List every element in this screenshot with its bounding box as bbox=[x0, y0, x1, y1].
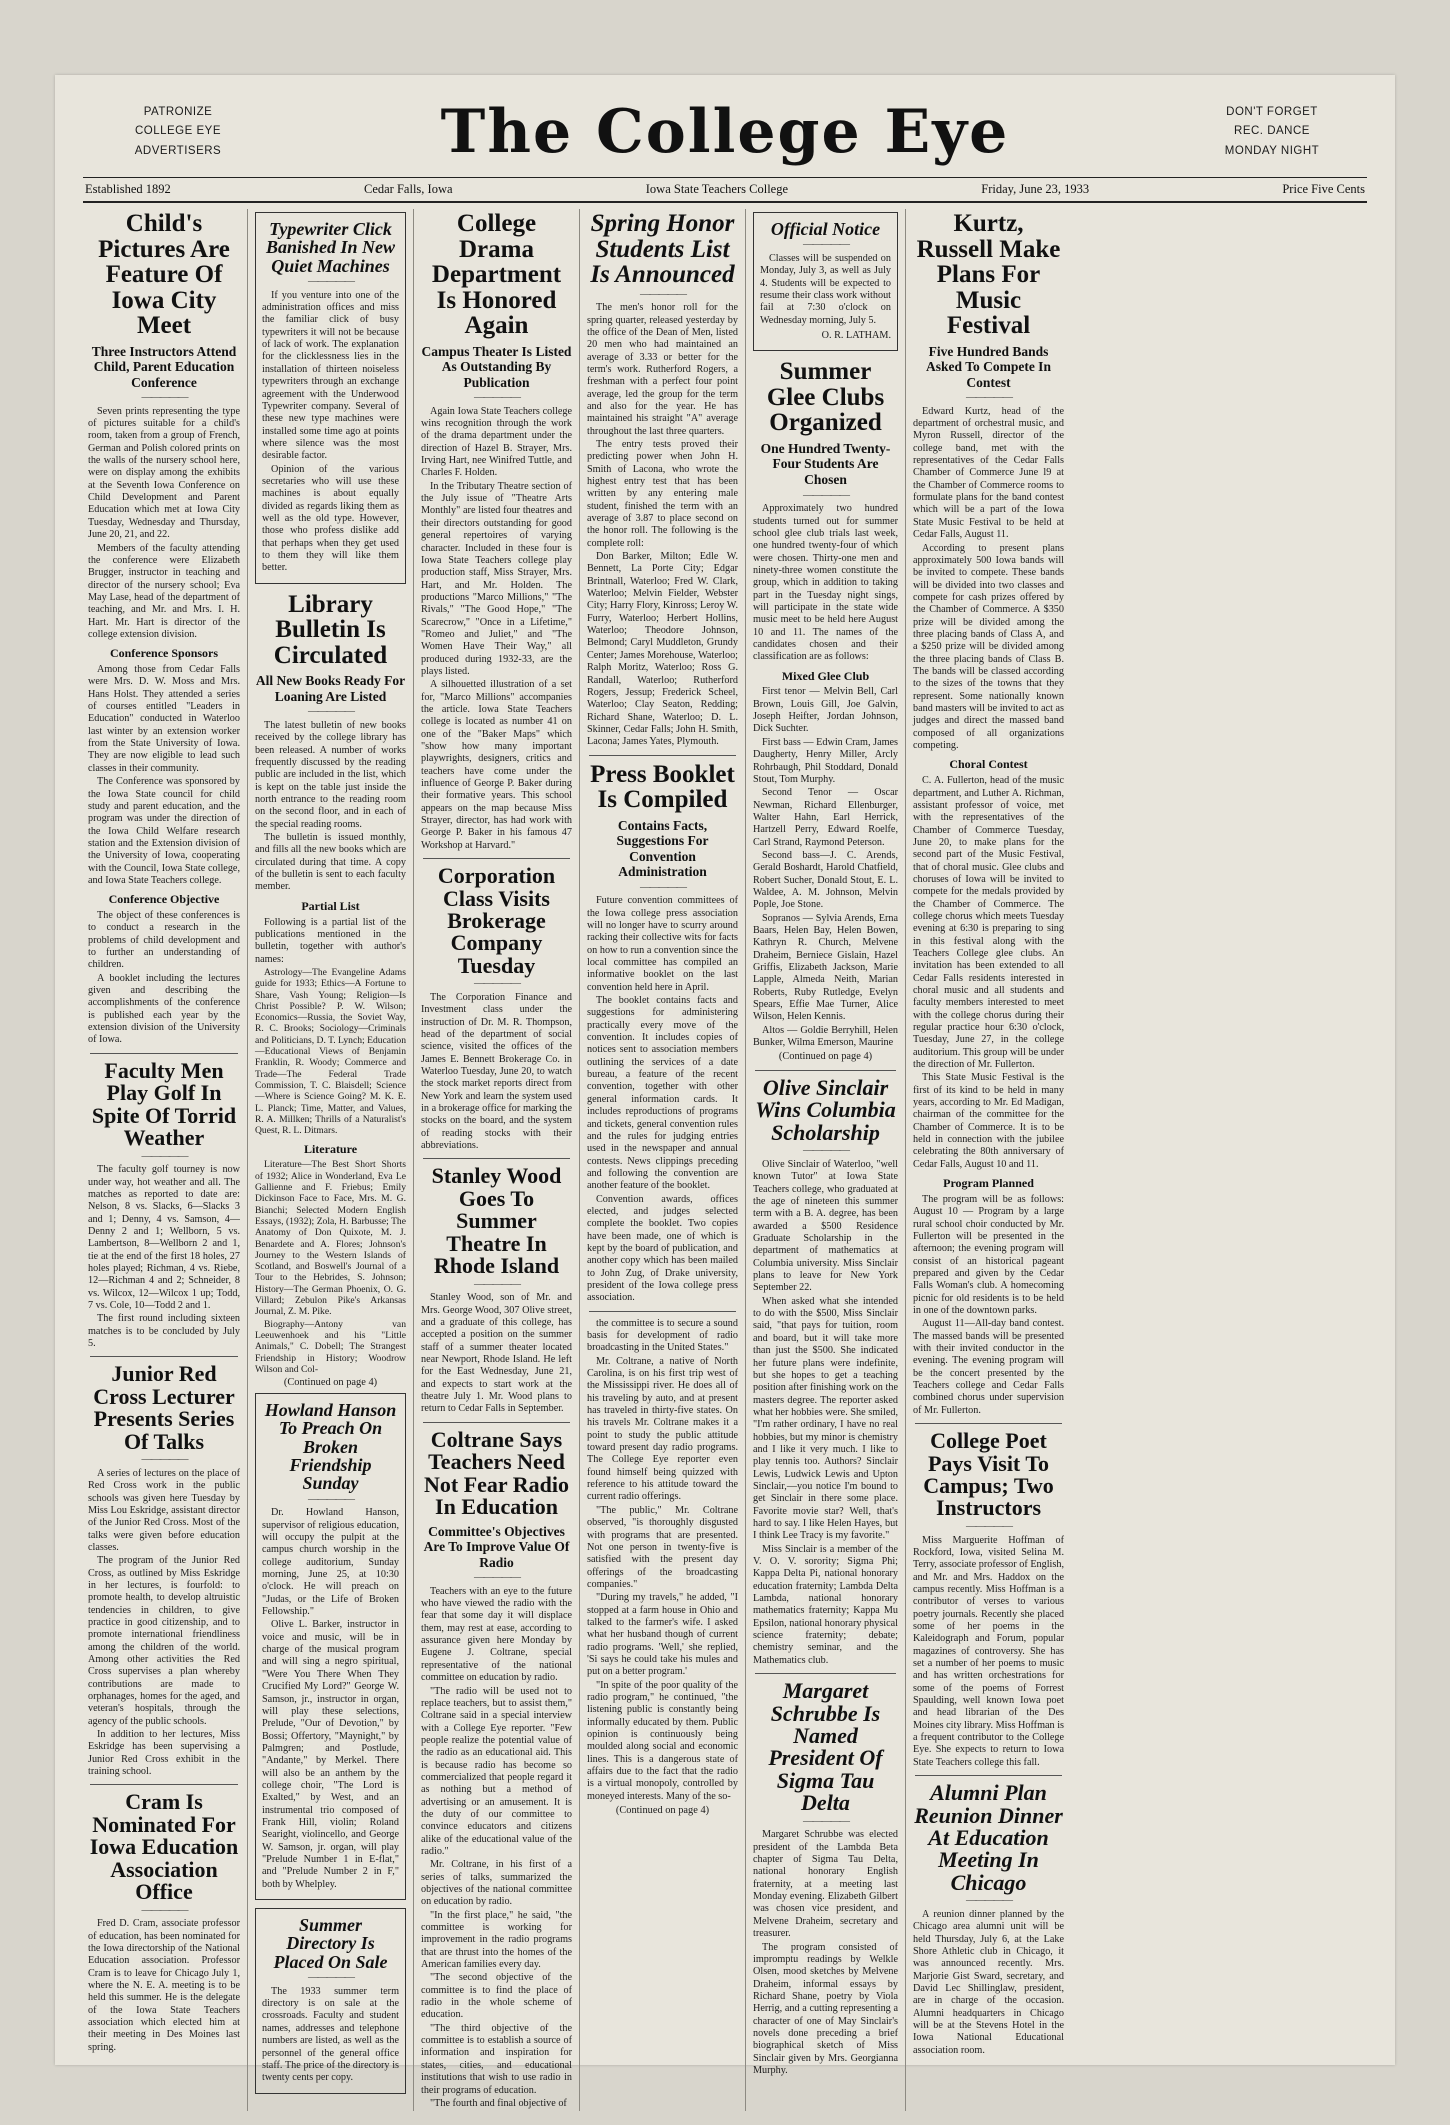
section-divider bbox=[90, 1356, 238, 1357]
divider-dash bbox=[421, 980, 572, 988]
divider-dash bbox=[262, 1974, 399, 1982]
paragraph: A reunion dinner planned by the Chicago area alumni unit will be held Thursday, July 6, at the Lake Shore Athletic club in Chicago, it was announced recently. Mrs. Marjorie Gist Sward, secretary, and David Lec Shillinglaw, president, are in charge of the occasion. Alumni headquarters in Chicago will be at the Stevens Hotel in the Iowa National Educational association room. bbox=[913, 1908, 1064, 2056]
newspaper-sheet bbox=[55, 75, 1395, 2109]
paragraph: The Conference was sponsored by the Iowa State council for child study and parent education, and the program was under the direction of the Iowa Child Welfare research station and the Extension division of the University of Iowa, cooperating with the Council, Iowa State college, and Iowa State Teachers college. bbox=[88, 776, 240, 886]
paragraph: Teachers with an eye to the future who have viewed the radio with the fear that some day it will displace them, may rest at ease, according to assurance given here Monday by Eugene J. Coltrane, special representative of the national committee on education by radio. bbox=[421, 1585, 572, 1684]
divider-dash bbox=[88, 394, 240, 402]
paragraph: Following is a partial list of the publications mentioned in the bulletin, together with author's names: bbox=[255, 916, 406, 965]
paragraph: "During my travels," he added, "I stopped at a farm house in Ohio and talked to the farmer's wife. I asked what her husband though of current radio programs. 'Well,' she replied, 'Si says he could take his mules and put on a better program.' bbox=[587, 1592, 738, 1678]
headline-music-festival: Kurtz, Russell Make Plans For Music Festival bbox=[916, 210, 1061, 339]
divider-dash bbox=[88, 1907, 240, 1915]
headline-summer-directory: Summer Directory Is Placed On Sale bbox=[273, 1915, 388, 1972]
paragraph: The latest bulletin of new books received by the college library has been released. A number of works frequently discussed by the reading public are included in the list, which is kept on the table just inside the north entrance to the reading room on the second floor, and in each of the special reading rooms. bbox=[255, 719, 406, 830]
column-5 bbox=[745, 209, 905, 2111]
section-divider bbox=[589, 1311, 736, 1312]
masthead-left-line-3: ADVERTISERS bbox=[134, 144, 222, 157]
paragraph: Members of the faculty attending the conference were Elizabeth Brugger, instructor in teaching and director of the nursery school; Eva May Lase, head of the department of teaching, and Mr. and Mrs. I. H. Hart. Mr. Hart is director of the college extension division. bbox=[88, 542, 240, 640]
paragraph-first-bass: First bass — Edwin Cram, James Daugherty, Henry Miller, Arcly Rohrbaugh, Phil Stoddard, Donald Stout, Tom Murphy. bbox=[753, 736, 898, 785]
section-divider bbox=[915, 1775, 1062, 1776]
paragraph: Seven prints representing the type of pictures suitable for a child's room, taken from a group of French, German and Polish colored prints on the walls of the nursery school here, were on display among the exhibits at the Seventh Iowa Conference on Child Development and Parent Education which met at Iowa City Tuesday, Wednesday and Thursday, June 20, 21, and 22. bbox=[88, 405, 240, 541]
paragraph: Again Iowa State Teachers college wins recognition through the work of the drama department under the direction of Hazel B. Strayer, Mrs. Irving Hart, nee Winifred Tuttle, and Charles F. Holden. bbox=[421, 405, 572, 479]
paragraph: A booklet including the lectures given and describing the accomplishments of the conference is published each year by the extension division of the University of Iowa. bbox=[88, 972, 240, 1046]
paragraph: The program of the Junior Red Cross, as outlined by Miss Eskridge in her lectures, is fourfold: to promote health, to develop altruistic tendencies in children, to give practice in good citizenship, and to promote international friendliness among the children of the world. Among other activities the Red Cross supervises a plan whereby contributions are made to orphanages, homes for the aged, and veteran's hospitals, through the agency of the public schools. bbox=[88, 1555, 240, 1727]
paragraph: Miss Sinclair is a member of the V. O. V. sorority; Sigma Phi; Kappa Delta Pi, national honorary education fraternity; Lambda Delta Lambda, national honorary mathematics fraternity; Kappa Mu Epsilon, national honorary physical science fraternity; debate; chemistry seminar, and the Mathematics club. bbox=[753, 1543, 898, 1666]
dateline-place: Cedar Falls, Iowa bbox=[364, 182, 453, 196]
paragraph: Opinion of the various secretaries who will use these machines is about equally divided as regards liking them as well as the old type. However, those who profess dislike add that perhaps when they get used to them they will like them better. bbox=[262, 463, 399, 574]
divider-dash bbox=[753, 492, 898, 500]
divider-dash bbox=[88, 1456, 240, 1464]
paragraph: A silhouetted illustration of a set for, "Marco Millions" accompanies the article. Iowa State Teachers college is located as number 41 on one of the "Baker Maps" which "show how many important playwrights, designers, critics and teachers have come under the influence of George P. Baker during their formative years. This school appears on the map because Miss Strayer, director, has had work with George P. Baker in his famous 47 Workshop at Harvard." bbox=[421, 679, 572, 851]
headline-junior-red-cross: Junior Red Cross Lecturer Presents Series Of Talks bbox=[93, 1361, 235, 1454]
paragraph: The booklet contains facts and suggestions for administering practically every move of the convention. It includes copies of notices sent to association members outlining the services of a date bureau, a feature of the recent convention, together with other general information cards. It includes reproductions of programs and tickets, general convention rules and the rules for judging entries used in the newspaper and annual contests. News clippings preceding and following the convention are another feature of the booklet. bbox=[587, 995, 738, 1192]
paragraph: Edward Kurtz, head of the department of orchestral music, and Myron Russell, director of the college band, met with the representatives of the Cedar Falls Chamber of Commerce June l9 at the Chamber of Commerce rooms to formulate plans for the band contest which will be a part of the Iowa State Music Festival to be held at Cedar Falls, August 11. bbox=[913, 405, 1064, 541]
divider-dash bbox=[421, 394, 572, 402]
headline-coltrane-radio: Coltrane Says Teachers Need Not Fear Radio In Education bbox=[423, 1426, 570, 1520]
masthead bbox=[55, 75, 1395, 173]
paragraph-literature: Literature—The Best Short Shorts of 1932; Alice in Wonderland, Eva Le Gallienne and F. Friebus; Emily Dickinson Face to Face, Mrs. M. G. Bianchi; Selected Modern English Essays, (1932); Zola, H. Barbusse; The Anatomy of Don Quixote, M. J. Benardete and A. Flores; Johnson's Journey to the Western Islands of Scotland, and Boswell's Journal of a Tour to the Hebrides, S. Johnson; History—The German Phoenix, O. G. Villard; Zebulon Pike's Arkansas Journal, Z. M. Pike. bbox=[255, 1159, 406, 1318]
divider-dash bbox=[913, 394, 1064, 402]
deck-coltrane-radio: Committee's Objectives Are To Improve Value Of Radio bbox=[423, 1523, 570, 1570]
paragraph: the committee is to secure a sound basis for development of radio broadcasting in the United States." bbox=[587, 1317, 738, 1354]
paragraph: Future convention committees of the Iowa college press association will no longer have to scurry around racking their collective wits for facts on how to run a convention since the local committee has compiled an informative booklet on the last convention held here in April. bbox=[587, 895, 738, 993]
column-4 bbox=[579, 209, 745, 2111]
paragraph: The Corporation Finance and Investment class under the instruction of Dr. M. R. Thompson, head of the department of social science, visited the offices of the James E. Bennett Brokerage Co. in Waterloo Tuesday, June 20, to watch the stock market reports direct from New York and learn the system used in a brokerage office for marking the stocks on the board, and the system of reading stocks with their abbreviations. bbox=[421, 991, 572, 1152]
paragraph: The 1933 summer term directory is on sale at the crossroads. Faculty and student names, addresses and telephone numbers are listed, as well as the personnel of the general office staff. The price of the directory is twenty cents per copy. bbox=[262, 1985, 399, 2084]
masthead-left bbox=[83, 103, 273, 162]
paragraph-altos: Altos — Goldie Berryhill, Helen Bunker, Wilma Emerson, Maurine bbox=[753, 1024, 898, 1049]
paragraph: "The public," Mr. Coltrane observed, "is thoroughly disgusted with programs that are presented. Not one person in twenty-five is satisfied with the present day offerings of the broadcasting companies." bbox=[587, 1504, 738, 1590]
headline-spring-honor-students: Spring Honor Students List Is Announced bbox=[590, 210, 735, 288]
subhead-conference-objective: Conference Objective bbox=[108, 892, 220, 907]
divider-dash bbox=[262, 278, 399, 286]
paragraph: Convention awards, offices elected, and judges selected complete the booklet. Two copies have been made, one of which is kept by the board of publication, and another copy which has been mailed to John Zug, of Drake university, president of the Iowa college press association. bbox=[587, 1193, 738, 1304]
article-columns bbox=[55, 203, 1395, 2121]
headline-library-bulletin: Library Bulletin Is Circulated bbox=[273, 590, 388, 669]
paragraph: "The fourth and final objective of bbox=[430, 2097, 567, 2109]
divider-dash bbox=[913, 1523, 1064, 1531]
continued-note[interactable]: (Continued on page 4) bbox=[778, 1051, 873, 1063]
headline-college-poet: College Poet Pays Visit To Campus; Two Instructors bbox=[923, 1428, 1054, 1521]
paragraph: If you venture into one of the administration offices and miss the familiar click of busy typewriters it will not be because of lack of work. The explanation for the clicklessness lies in the installation of thirteen noiseless typewriters through an exchange agreement with the Underwood Typewriter company. Several of these new type machines were installed some time ago at points where silence was the most desirable factor. bbox=[262, 289, 399, 462]
dateline-price: Price Five Cents bbox=[1282, 182, 1365, 196]
paragraph-first-tenor: First tenor — Melvin Bell, Carl Brown, Louis Gill, Joe Galvin, Joseph Heifter, Jordan Johnson, Dick Suchter. bbox=[753, 686, 898, 735]
paragraph: Miss Marguerite Hoffman of Rockford, Iowa, visited Selina M. Terry, associate professor of English, and Mr. and Mrs. Haddox on the campus recently. Miss Hoffman is a contributor of verses to various poetry journals. Recently she placed some of her poems in the Kaleidograph and Forum, popular magazines of controversy. She has set a number of her poems to music and has written orchestrations for some of the poems of Forrest Spaulding, well known Iowa poet and head librarian of the Des Moines city library. Miss Hoffman is a frequent contributor to the College Eye. She expects to return to Iowa State Teachers college this fall. bbox=[913, 1534, 1064, 1768]
masthead-left-line-2: COLLEGE EYE bbox=[134, 125, 222, 138]
headline-press-booklet: Press Booklet Is Compiled bbox=[590, 760, 735, 814]
masthead-right-line-3: MONDAY NIGHT bbox=[1224, 144, 1320, 157]
masthead-right-line-1: DON'T FORGET bbox=[1226, 105, 1318, 118]
divider-dash bbox=[421, 1574, 572, 1582]
subhead-literature: Literature bbox=[303, 1141, 358, 1156]
paragraph-sopranos: Sopranos — Sylvia Arends, Erna Baars, Helen Bay, Helen Bowen, Kathryn R. Church, Melvene Draheim, Berniece Gislain, Hazel Griffis, Elizabeth Jackson, Marie Lapple, Almeda Neith, Marian Roberts, Ruby Rutledge, Evelyn Spears, Effie Mae Turner, Alice Wilson, Helen Kennis. bbox=[753, 912, 898, 1023]
dateline-established: Established 1892 bbox=[85, 182, 171, 196]
section-divider bbox=[755, 1673, 896, 1674]
continued-note[interactable]: (Continued on page 4) bbox=[615, 1805, 710, 1817]
subhead-partial-list: Partial List bbox=[301, 898, 360, 913]
paragraph: The object of these conferences is to conduct a research in the problems of child development and to further an understanding of children. bbox=[88, 910, 240, 971]
divider-dash bbox=[587, 291, 738, 299]
paragraph: "The third objective of the committee is to establish a source of information and inspiration for states, cities, and educational institutions that wish to use radio in their programs of education. bbox=[421, 2022, 572, 2096]
section-divider bbox=[423, 1158, 570, 1159]
headline-cram-nominated: Cram Is Nominated For Iowa Education Association Office bbox=[89, 1789, 239, 1905]
paragraph: Fred D. Cram, associate professor of education, has been nominated for the Iowa directorship of the National Education association. Professor Cram is to leave for Chicago July 1, where the N. E. A. meeting is to be held this summer. He is the delegate of the Iowa State Teachers association which elected him at their meeting in Des Moines last spring. bbox=[88, 1918, 240, 2053]
paragraph: The men's honor roll for the spring quarter, released yesterday by the office of the Dean of Men, listed 20 men who had maintained an average of 3.33 or better for the term's work. Rutherford Rogers, a freshman with a perfect four point average, led the group for the term and also for the year. He has maintained his straight "A" average throughout the last three quarters. bbox=[587, 302, 738, 437]
paragraph: "The radio will be used not to replace teachers, but to assist them," Coltrane said in a special interview with a College Eye reporter. "Few people realize the potential value of the radio as an educational aid. This is because radio has become so commercialized that people regard it as nothing but a method of advertising or an amusement. It is the duty of our committee to convince educators and citizens alike of the educational value of the radio." bbox=[421, 1685, 572, 1857]
paragraph: Olive Sinclair of Waterloo, "well known Tutor" at Iowa State Teachers college, who graduated at the age of nineteen this summer term with a B. A. degree, has been awarded a $500 Residence Graduate Scholarship in the department of mathematics at Columbia university. Miss Sinclair plans to leave for New York September 22. bbox=[753, 1159, 898, 1294]
paragraph: A series of lectures on the place of Red Cross work in the public schools was given here Tuesday by Miss Lou Eskridge, assistant director of the Junior Red Cross. Most of the talks were given before education classes. bbox=[88, 1467, 240, 1553]
paragraph: "The second objective of the committee is to find the place of radio in the whole scheme of education. bbox=[421, 1972, 572, 2021]
paragraph: "In spite of the poor quality of the radio program," he continued, "the listening public is constantly being informally educated by them. Public opinion is continuously being moulded along social and economic lines. This is a dangerous state of affairs due to the fact that the radio is a virtual monopoly, controlled by moneyed interests. Many of the so- bbox=[587, 1679, 738, 1802]
masthead-left-line-1: PATRONIZE bbox=[143, 105, 213, 118]
paragraph-second-bass: Second bass—J. C. Arends, Gerald Boshardt, Harold Chatfield, Robert Sucher, Donald Stout, E. L. Waldee, A. M. Johnson, Melvin Pople, Joe Stone. bbox=[753, 849, 898, 911]
section-divider bbox=[589, 755, 736, 756]
paragraph-biography: Biography—Antony van Leeuwenhoek and his "Little Animals," C. Dobell; The Strangest Friendship in History; Woodrow Wilson and Col- bbox=[255, 1318, 406, 1375]
paragraph: Mr. Coltrane, in his first of a series of talks, summarized the objectives of the national committee on education by radio. bbox=[421, 1859, 572, 1908]
boxed-official-notice bbox=[753, 212, 898, 351]
paragraph: Approximately two hundred students turned out for summer school glee club trials last week, one hundred twenty-four of which were chosen. Thirty-one men and ninety-three women constitute the group, which in addition to taking part in the Tuesday night sings, will participate in the state wide music meet to be held here August 10 and 11. The names of the candidates chosen and their classification are as follows: bbox=[753, 503, 898, 663]
subhead-program-planned: Program Planned bbox=[943, 1176, 1034, 1191]
dateline-school: Iowa State Teachers College bbox=[645, 182, 789, 196]
section-divider bbox=[423, 1422, 570, 1423]
divider-dash bbox=[760, 241, 891, 249]
headline-official-notice: Official Notice bbox=[770, 219, 881, 239]
headline-college-drama: College Drama Department Is Honored Again bbox=[431, 210, 562, 339]
deck-press-booklet: Contains Facts, Suggestions For Convention Administration bbox=[616, 817, 709, 880]
subhead-conference-sponsors: Conference Sponsors bbox=[109, 646, 219, 661]
paragraph: The program consisted of impromptu readings by Welkle Olsen, mood sketches by Melvene Draheim, informal essays by Richard Shane, poetry by Viola Herrig, and a cutting representing a character of one of May Sinclair's novels done preceding a brief biographical sketch of Miss Sinclair given by Mrs. Georgianna Murphy. bbox=[753, 1941, 898, 2076]
boxed-story-typewriter bbox=[255, 212, 406, 584]
column-2 bbox=[247, 209, 413, 2111]
continued-note[interactable]: (Continued on page 4) bbox=[283, 1377, 378, 1389]
notice-signature: O. R. LATHAM. bbox=[821, 330, 891, 342]
column-6 bbox=[905, 209, 1071, 2111]
subhead-mixed-glee-club: Mixed Glee Club bbox=[781, 668, 870, 683]
deck-child-pictures: Three Instructors Attend Child, Parent Education Conference bbox=[91, 343, 237, 390]
subhead-choral-contest: Choral Contest bbox=[949, 757, 1028, 772]
paragraph: When asked what she intended to do with the $500, Miss Sinclair said, "that pays for tuition, room and board, but it will take more than just the $500. She indicated her future plans were indefinite, but she hopes to get a teaching position after finishing work on the masters degree. The reporter asked what her hobbies were. She smiled, "I'm rather ordinary, I have no real hobbies, but my minor is chemistry and I like it very much. I like to play tennis too. Authors? Sinclair Lewis, Ludwick Lewis and Upton Sinclair,—you notice I'm bound to get Sinclair in there some place. Favorite movie star? Well, that's hard to say. I like Helen Hayes, but I think Lee Tracy is my favorite." bbox=[753, 1295, 898, 1542]
column-1 bbox=[81, 209, 247, 2111]
section-divider bbox=[90, 1053, 238, 1054]
section-divider bbox=[915, 1423, 1062, 1424]
paragraph: Among those from Cedar Falls were Mrs. D. W. Moss and Mrs. Hans Holst. They attended a series of courses entitled "Leaders in Education" conducted in Waterloo last winter by an extension worker from the State University of Iowa. They are now eligible to lead such classes in their community. bbox=[88, 664, 240, 774]
paragraph: C. A. Fullerton, head of the music department, and Luther A. Richman, assistant professor of voice, met with the representatives of the Chamber of Commerce Tuesday, June 20, to make plans for the second part of the Music Festival, that of choral music. Glee clubs and choruses of Iowa will be invited to compete for the medals provided by the Chamber of Commerce. The college chorus which meets Tuesday evening at 6:30 is preparing to sing in this festival along with the Teachers College glee clubs. An invitation has been extended to all Cedar Falls residents interested in choral music and all students and faculty members interested to meet with the college chorus during their regular practice hour 6:30 o'clock, Tuesday, June 27, in the college auditorium. This group will be under the direction of Mr. Fullerton. bbox=[913, 775, 1064, 1071]
paragraph: August 11—All-day band contest. The massed bands will be presented with their invited conductor in the evening. The evening program will be the concert presented by the Teachers college and Cedar Falls combined chorus under supervision of Mr. Fullerton. bbox=[913, 1318, 1064, 1416]
headline-corporation-class: Corporation Class Visits Brokerage Company Tuesday bbox=[437, 863, 556, 978]
divider-dash bbox=[753, 1818, 898, 1826]
boxed-story-summer-directory bbox=[255, 1908, 406, 2094]
paragraph: According to present plans approximately 500 Iowa bands will be invited to compete. These bands will be divided into two classes and compete for cash prizes offered by the Chamber of Commerce. A $350 prize will be divided among the three placing bands of Class A, and a $250 prize will be divided among the three placing bands of Class B. The bands will be classed according to the sizes of the towns that they represent. Some nationally known band masters will be invited to act as judges and direct the massed band composed of all organizations competing. bbox=[913, 542, 1064, 752]
paragraph: The bulletin is issued monthly, and fills all the new books which are circulated during that time. A copy of the bulletin is sent to each faculty member. bbox=[255, 831, 406, 893]
paragraph: Mr. Coltrane, a native of North Carolina, is on his first trip west of the Mississippi river. He does all of his traveling by auto, and at present has traveled in thirty-five states. On his travels Mr. Coltrane makes it a point to study the public attitude toward present day radio programs. The College Eye reporter even found himself being quizzed with reference to his attitude toward the current radio offerings. bbox=[587, 1355, 738, 1503]
deck-library-bulletin: All New Books Ready For Loaning Are Listed bbox=[255, 673, 406, 704]
section-divider bbox=[423, 858, 570, 859]
masthead-right-line-2: REC. DANCE bbox=[1234, 125, 1310, 138]
paragraph: The first round including sixteen matches is to be concluded by July 5. bbox=[88, 1313, 240, 1350]
divider-dash bbox=[587, 884, 738, 892]
headline-margaret-schrubbe: Margaret Schrubbe Is Named President Of Sigma Tau Delta bbox=[768, 1678, 883, 1816]
divider-dash bbox=[421, 1281, 572, 1289]
divider-dash bbox=[753, 1147, 898, 1155]
paragraph: The faculty golf tourney is now under way, hot weather and all. The matches as reported to date are: Nelson, 8 vs. Slacks, 6—Slacks 3 and 1; Denny, 4 vs. Samson, 4—Denny 2 and 1; Wellborn, 5 vs. Lambertson, 8—Wellborn 2 and 1, tie at the end of the first 18 holes, 27 holes played; Richman, 4 vs. Riebe, 12—Richman 4 and 2; Schneider, 8 vs. Wilcox, 12—Wilcox 1 up; Todd, 7 vs. Cole, 10—Todd 2 and 1. bbox=[88, 1164, 240, 1312]
paragraph: The program will be as follows: August 10 — Program by a large rural school choir conducted by Mr. Fullerton will be presented in the afternoon; the evening program will consist of an historical pageant prepared and given by the Cedar Falls Woman's club. A homecoming picnic for old residents is to be held in one of the downtown parks. bbox=[913, 1193, 1064, 1317]
paragraph: Dr. Howland Hanson, supervisor of religious education, will occupy the pulpit at the campus church worship in the college auditorium, Sunday morning, June 25, at 10:30 o'clock. He will preach on "Judas, or the Life of Broken Fellowship." bbox=[262, 1507, 399, 1618]
headline-faculty-golf: Faculty Men Play Golf In Spite Of Torrid Weather bbox=[91, 1057, 237, 1151]
headline-typewriter-click: Typewriter Click Banished In New Quiet Machines bbox=[265, 219, 396, 276]
headline-summer-glee-clubs: Summer Glee Clubs Organized bbox=[766, 358, 885, 437]
divider-dash bbox=[913, 1897, 1064, 1905]
deck-summer-glee-clubs: One Hundred Twenty-Four Students Are Chosen bbox=[760, 440, 891, 487]
headline-alumni-reunion: Alumni Plan Reunion Dinner At Education Meeting In Chicago bbox=[914, 1780, 1063, 1895]
headline-howland-hanson: Howland Hanson To Preach On Broken Friendship Sunday bbox=[264, 1399, 397, 1494]
paragraph-second-tenor: Second Tenor — Oscar Newman, Richard Ellenburger, Walter Hahn, Earl Herrick, Hartzell Perry, Edward Roelfe, Carl Strand, Raymond Peterson. bbox=[753, 787, 898, 848]
paragraph: This State Music Festival is the first of its kind to be held in many years, according to Mr. Ed Madigan, chairman of the committee for the Chamber of Commerce. It is to be held in connection with the jubilee celebrating the 80th anniversary of Cedar Falls, August 10 and 11. bbox=[913, 1072, 1064, 1170]
paragraph: Classes will be suspended on Monday, July 3, as well as July 4. Students will be expected to resume their class work without fail at 7:30 o'clock on Wednesday morning, July 5. bbox=[760, 253, 891, 326]
newspaper-title: The College Eye bbox=[440, 97, 1010, 167]
dateline-date: Friday, June 23, 1933 bbox=[981, 182, 1090, 196]
section-divider bbox=[90, 1784, 238, 1785]
paragraph: "In the first place," he said, "the committee is working for improvement in the radio programs that are thrust into the homes of the American families every day. bbox=[421, 1909, 572, 1971]
paragraph-book-list: Astrology—The Evangeline Adams guide for 1933; Ethics—A Fortune to Share, Vash Young; Religion—Is Christ Possible? P. W. Wilson; Economics—Russia, the Soviet Way, R. C. Brooks; Sociology—Criminals and Politicians, D. T. Lynch; Education—Educational Views of Benjamin Franklin, R. Woody; Commerce and Trade—The Federal Trade Commission, T. C. Blaisdell; Science—Where is Science Going? M. K. E. L. Planck; Time, Matter, and Values, R. A. Millken; Thrills of a Naturalist's Quest, R. L. Ditmars. bbox=[255, 966, 406, 1137]
paragraph: The entry tests proved their predicting power when John H. Smith of Lacona, who wrote the highest entry test that has been written by any entering male student, finished the term with an average of 3.87 to place second on the honor roll. The following is the complete roll: bbox=[587, 438, 738, 549]
deck-college-drama: Campus Theater Is Listed As Outstanding By Publication bbox=[421, 343, 572, 390]
paragraph: Stanley Wood, son of Mr. and Mrs. George Wood, 307 Olive street, and a graduate of this college, has accepted a position on the summer staff of a summer theater located near Newport, Rhode Island. He left for the East Wednesday, June 21, and expects to start work at the theatre July 1. Mr. Wood plans to return to Cedar Falls in September. bbox=[421, 1292, 572, 1415]
divider-dash bbox=[255, 708, 406, 716]
deck-music-festival: Five Hundred Bands Asked To Compete In Contest bbox=[926, 343, 1051, 390]
divider-dash bbox=[262, 1496, 399, 1504]
paragraph: Margaret Schrubbe was elected president of the Lambda Beta chapter of Sigma Tau Delta, national honorary English fraternity, at a meeting last Monday evening. Elizabeth Gilbert was chosen vice president, and Melvene Draheim, secretary and treasurer. bbox=[753, 1829, 898, 1940]
paragraph: Olive L. Barker, instructor in voice and music, will be in charge of the musical program and will sing a negro spiritual, "Were You There When They Crucified My Lord?" George W. Samson, jr., instructor in organ, will play these selections, Prelude, "Our of Devotion," by Bossi; Offertory, "Maynight," by Palmgren; and Postlude, "Andante," by Merkel. There will also be an anthem by the college choir, "The Lord is Exalted," by West, and an instrumental trio composed of Frank Hill, violin; Roland Searight, violincello, and George W. Samson, jr. organ, will play "Prelude Number 1 in E-flat," and "Prelude Number 2 in F," both by Whelpley. bbox=[262, 1619, 399, 1890]
dateline bbox=[55, 178, 1395, 201]
masthead-right bbox=[1177, 103, 1367, 162]
divider-dash bbox=[88, 1153, 240, 1161]
paragraph: In addition to her lectures, Miss Eskridge has been supervising a Junior Red Cross exhibit in the training school. bbox=[88, 1729, 240, 1778]
boxed-story-hanson bbox=[255, 1393, 406, 1900]
column-3 bbox=[413, 209, 579, 2111]
section-divider bbox=[755, 1070, 896, 1071]
headline-stanley-wood: Stanley Wood Goes To Summer Theatre In Rhode Island bbox=[431, 1163, 562, 1279]
headline-child-pictures: Child's Pictures Are Feature Of Iowa City Meet bbox=[98, 210, 230, 339]
headline-olive-sinclair: Olive Sinclair Wins Columbia Scholarship bbox=[755, 1075, 896, 1145]
paragraph: Don Barker, Milton; Edle W. Bennett, La Porte City; Edgar Brintnall, Waterloo; Fred W. Clark, Waterloo; Melvin Fielder, Webster City; Harry Flory, Kinross; Leroy W. Furry, Waterloo; Herbert Hollins, Waterloo; Theodore Johnson, Belmond; Caryl Muddleton, Grundy Center; James Morehouse, Waterloo; Ralph Moritz, Waterloo; Ross G. Randall, Waterloo; Rutherford Rogers, Jessup; Frederick Scheel, Waterloo; Clay Seaton, Redding; Richard Shane, Waterloo; D. L. Skinner, Cedar Falls; John H. Smith, Lacona; James Yates, Plymouth. bbox=[587, 551, 738, 748]
paragraph: In the Tributary Theatre section of the July issue of "Theatre Arts Monthly" are listed four theatres and their directors outstanding for good general repertoires of varying character. Included in these four is Iowa State Teachers college play production staff, Miss Strayer, Mrs. Hart, and Mr. Holden. The productions "Marco Millions," "The Rivals," "The Good Hope," "The Scarecrow," "Once in a Lifetime," "Romeo and Juliet," and "The Women Have Their Way," all produced during 1932-33, are the plays listed. bbox=[421, 480, 572, 677]
